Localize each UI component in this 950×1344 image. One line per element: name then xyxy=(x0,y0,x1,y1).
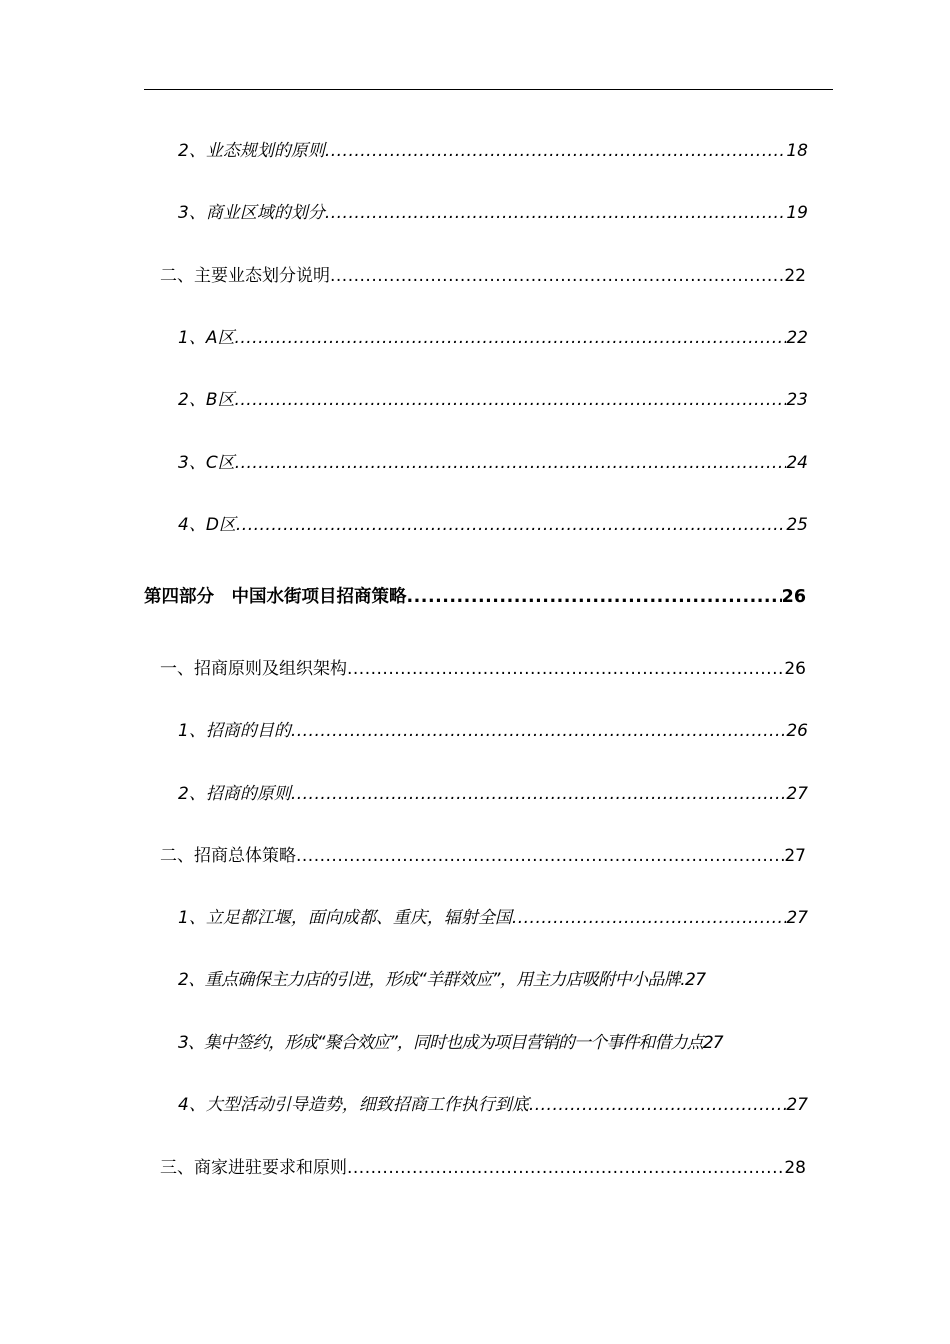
toc-dot-leader xyxy=(325,140,787,162)
toc-entry-label: 3、C区 xyxy=(178,453,235,473)
toc-entry[interactable] xyxy=(178,969,808,991)
toc-page-number: 26 xyxy=(781,587,806,607)
toc-dot-leader xyxy=(407,586,782,608)
toc-dot-leader xyxy=(296,845,784,867)
toc-entry[interactable] xyxy=(178,389,808,411)
toc-dot-leader xyxy=(512,907,787,929)
toc-entry-label: 三、商家进驻要求和原则 xyxy=(160,1158,347,1178)
toc-entry-label: 3、集中签约，形成“聚合效应”，同时也成为项目营销的一个事件和借力点 xyxy=(178,1033,703,1053)
toc-entry[interactable] xyxy=(178,514,808,536)
toc-entry-label: 2、招商的原则 xyxy=(178,784,291,804)
toc-entry[interactable] xyxy=(160,658,806,680)
toc-page-number: 26 xyxy=(784,659,806,679)
toc-page-number: 18 xyxy=(786,141,808,161)
toc-entry-label: 1、立足都江堰，面向成都、重庆，辐射全国 xyxy=(178,908,512,928)
toc-entry[interactable] xyxy=(178,907,808,929)
toc-dot-leader xyxy=(234,389,786,411)
toc-entry[interactable] xyxy=(160,265,806,287)
toc-entry[interactable] xyxy=(178,202,808,224)
toc-page-number: 27 xyxy=(786,1095,808,1115)
toc-entry-label: 二、主要业态划分说明 xyxy=(160,266,330,286)
toc-entry[interactable] xyxy=(178,140,808,162)
toc-dot-leader xyxy=(347,658,784,680)
toc-entry-label: 1、A区 xyxy=(178,328,235,348)
toc-entry[interactable] xyxy=(178,452,808,474)
toc-entry[interactable] xyxy=(178,327,808,349)
toc-entry[interactable] xyxy=(178,720,808,742)
toc-entry-label: 2、B区 xyxy=(178,390,235,410)
toc-page-number: 22 xyxy=(786,328,808,348)
toc-page-number: 22 xyxy=(784,266,806,286)
toc-page-number: 27 xyxy=(685,970,706,990)
toc-entry-label: 3、商业区域的划分 xyxy=(178,203,325,223)
toc-entry-label: 一、招商原则及组织架构 xyxy=(160,659,347,679)
toc-entry[interactable] xyxy=(178,1032,823,1054)
toc-entry[interactable] xyxy=(160,1157,806,1179)
toc-entry[interactable] xyxy=(160,845,806,867)
toc-page-number: 23 xyxy=(786,390,808,410)
toc-page-number: 19 xyxy=(786,203,808,223)
toc-entry-label: 4、大型活动引导造势，细致招商工作执行到底 xyxy=(178,1095,529,1115)
toc-entry-label: 1、招商的目的 xyxy=(178,721,291,741)
toc-entry-label: 第四部分 中国水街项目招商策略 xyxy=(144,587,407,607)
toc-entry[interactable] xyxy=(178,1094,808,1116)
toc-dot-leader xyxy=(234,327,786,349)
toc-page-number: 28 xyxy=(784,1158,806,1178)
toc-page-number: 25 xyxy=(786,515,808,535)
toc-dot-leader xyxy=(291,783,787,805)
toc-page-number: 27 xyxy=(786,784,808,804)
toc-page-number: 27 xyxy=(702,1033,723,1053)
toc-page-number: 27 xyxy=(784,846,806,866)
toc-entry-label: 二、招商总体策略 xyxy=(160,846,296,866)
toc-dot-leader xyxy=(325,202,787,224)
toc-dot-leader xyxy=(529,1094,787,1116)
toc-dot-leader xyxy=(330,265,784,287)
toc-entry-label: 2、重点确保主力店的引进，形成“羊群效应”，用主力店吸附中小品牌. xyxy=(178,970,686,990)
toc-dot-leader xyxy=(235,452,787,474)
toc-page-number: 27 xyxy=(786,908,808,928)
toc-entry[interactable] xyxy=(178,783,808,805)
toc-entry[interactable] xyxy=(144,586,806,608)
toc-dot-leader xyxy=(236,514,786,536)
toc-dot-leader xyxy=(347,1157,784,1179)
toc-entry-label: 4、D区 xyxy=(178,515,236,535)
toc-page-number: 24 xyxy=(786,453,808,473)
toc-dot-leader xyxy=(291,720,787,742)
toc-page-number: 26 xyxy=(786,721,808,741)
toc-entry-label: 2、业态规划的原则 xyxy=(178,141,325,161)
